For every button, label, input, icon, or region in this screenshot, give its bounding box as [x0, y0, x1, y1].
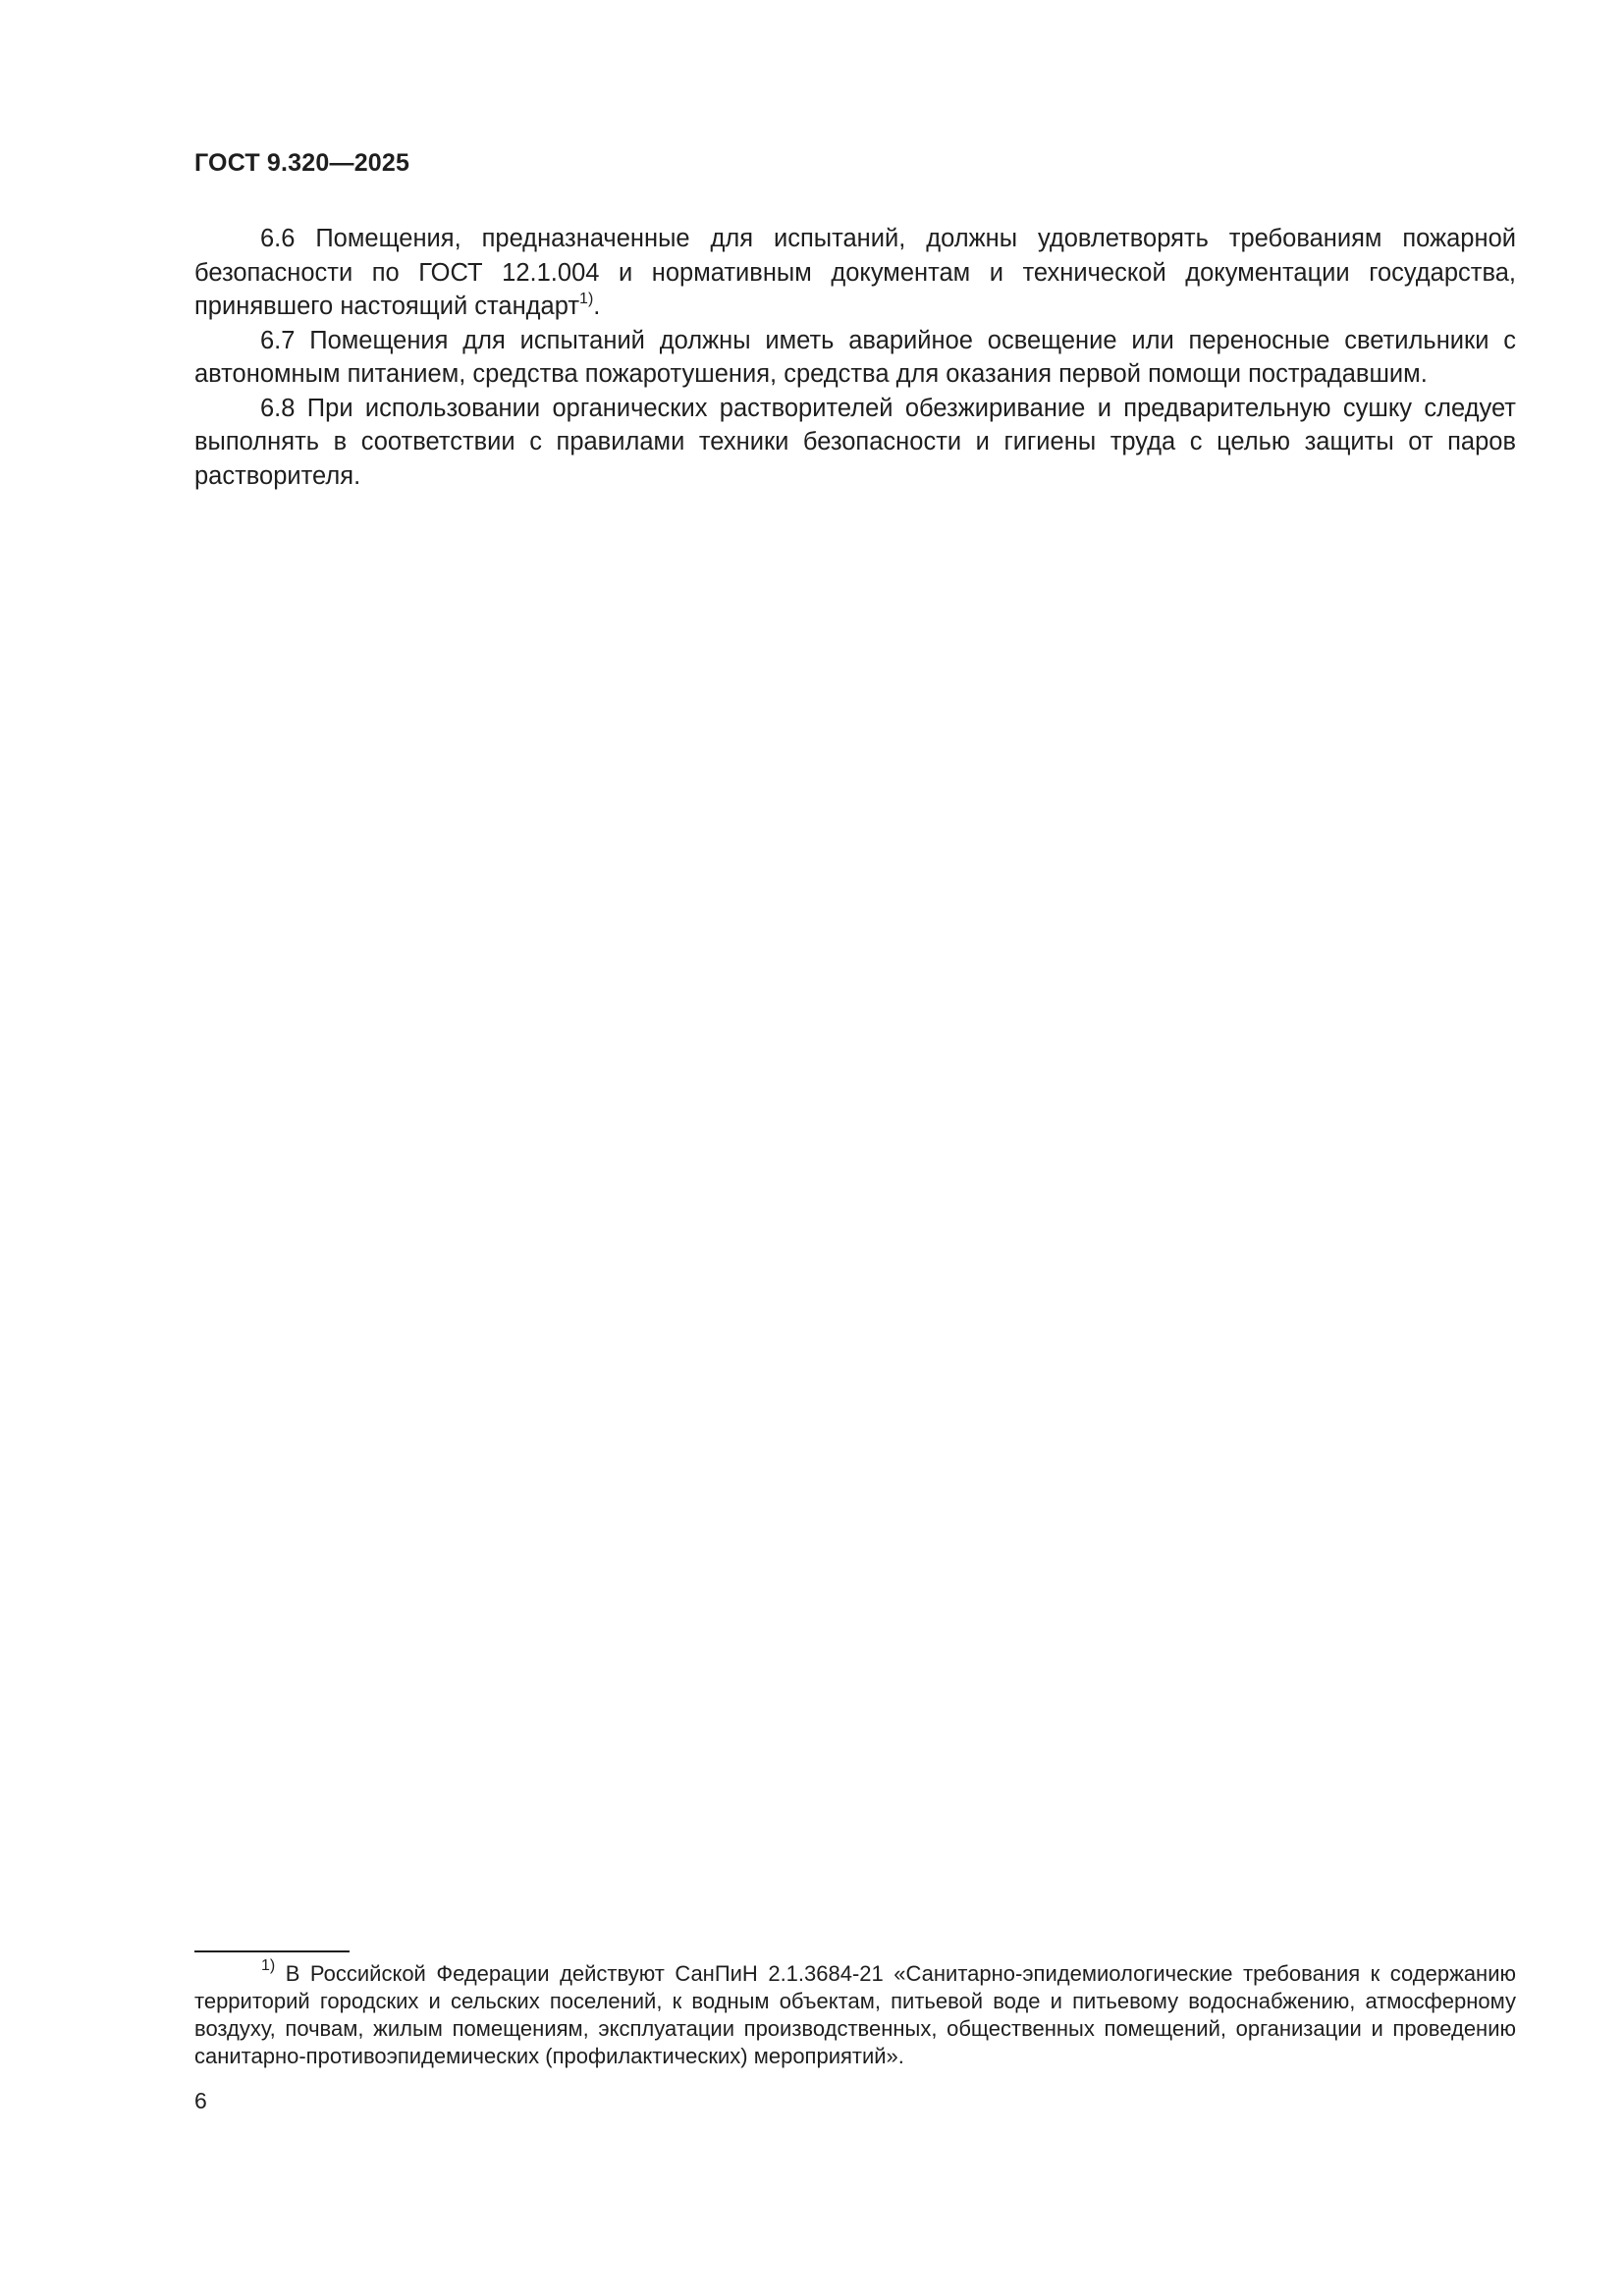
- paragraph-text: 6.8 При использовании органических растворителей обезжиривание и предварительную сушку следует выполнять в соответствии с правилами техники безопасности и гигиены труда с целью защиты от паров растворителя.: [194, 394, 1516, 490]
- page-number: 6: [194, 2088, 207, 2113]
- footnote-text: В Российской Федерации действуют СанПиН 2.1.3684-21 «Санитарно-эпидемиологические требования к содержанию территорий городских и сельских поселений, к водным объектам, питьевой воде и питьевому водоснабжению, атмосферному воздуху, почвам, жилым помещениям, эксплуатации производственных, общественных помещений, организации и проведению санитарно-противоэпидемических (профилактических) мероприятий».: [194, 1961, 1516, 2068]
- paragraph-tail: .: [593, 293, 601, 320]
- footnote: [194, 1957, 1516, 2070]
- paragraph-6-6: [194, 222, 1516, 324]
- paragraph-text: 6.6 Помещения, предназначенные для испытаний, должны удовлетворять требованиям пожарной безопасности по ГОСТ 12.1.004 и нормативным документам и технической документации государства, принявшего настоящий стандарт: [194, 225, 1516, 320]
- paragraph-text: 6.7 Помещения для испытаний должны иметь аварийное освещение или переносные светильники с автономным питанием, средства пожаротушения, средства для оказания первой помощи пострадавшим.: [194, 326, 1516, 388]
- footnote-reference[interactable]: 1): [579, 291, 594, 307]
- footnote-marker: 1): [261, 1957, 276, 1974]
- document-body: [194, 222, 1516, 493]
- document-header: ГОСТ 9.320—2025: [194, 149, 410, 177]
- footnote-separator: [194, 1950, 350, 1952]
- paragraph-6-8: [194, 392, 1516, 494]
- paragraph-6-7: [194, 324, 1516, 392]
